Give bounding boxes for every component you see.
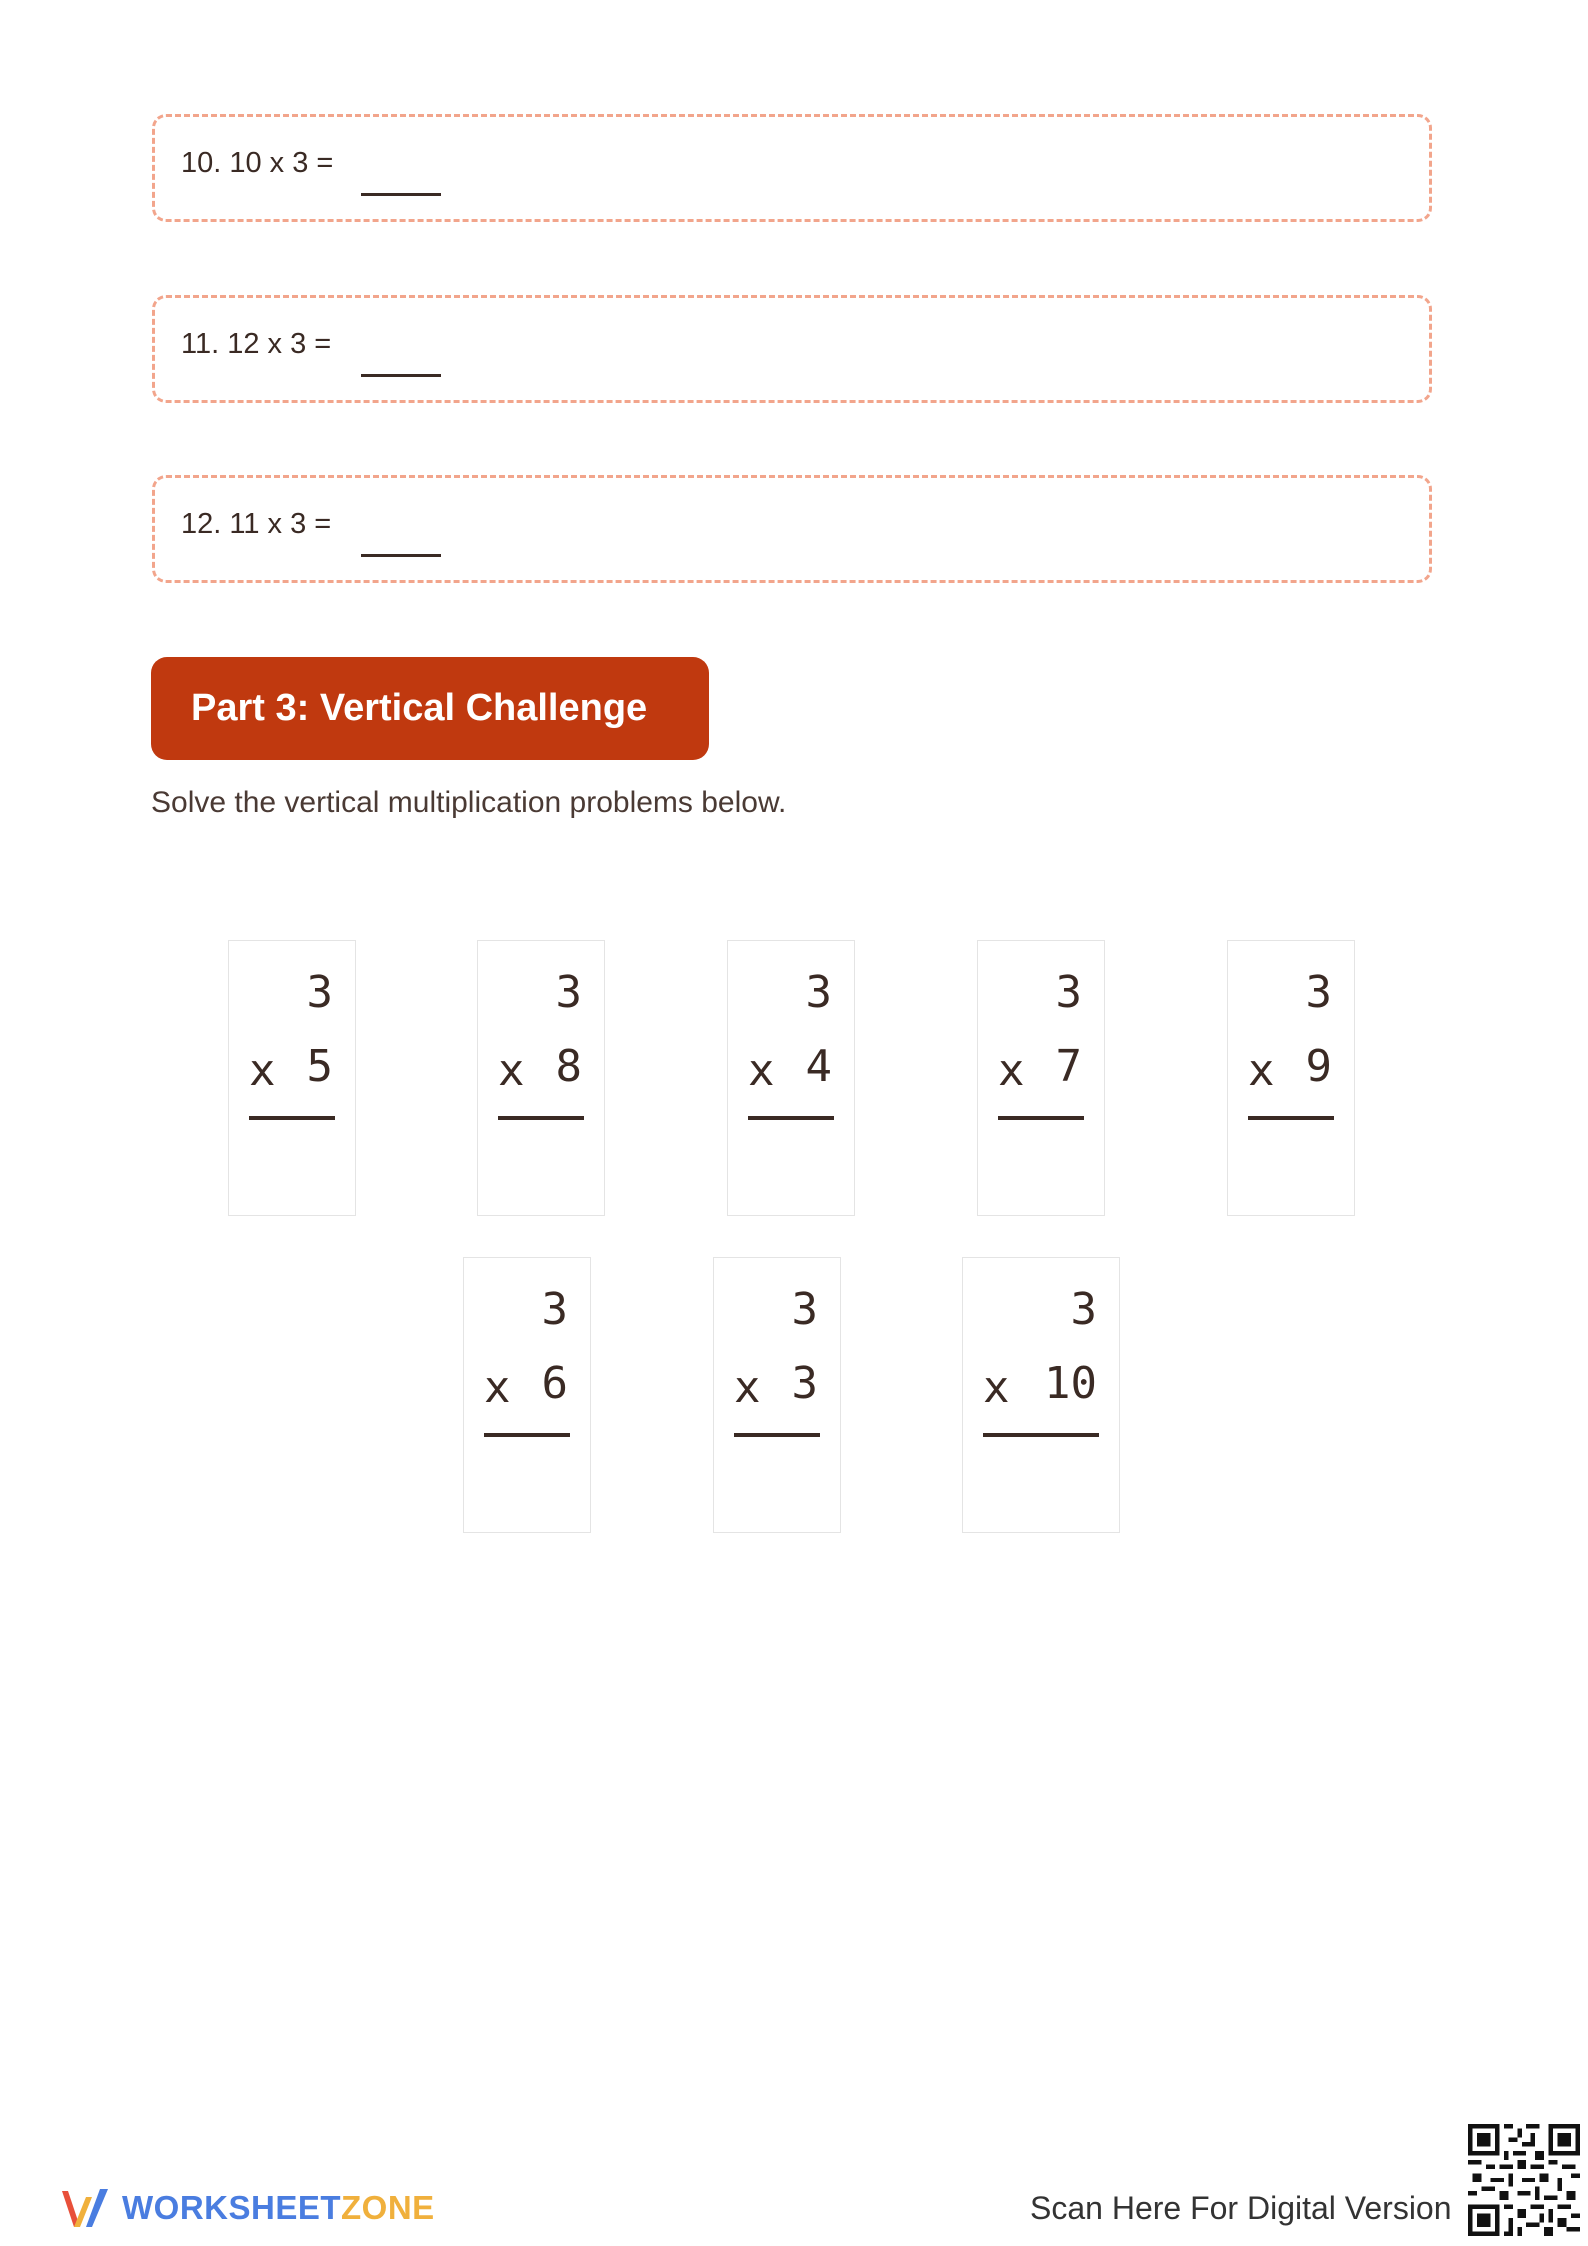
bottom-number: 9 [1305,1041,1332,1092]
vertical-problem-card [962,1257,1120,1533]
top-number: 3 [541,1284,568,1335]
section-header: Part 3: Vertical Challenge [151,657,709,760]
answer-rule [748,1116,834,1120]
top-number: 3 [555,967,582,1018]
answer-blank[interactable] [361,374,441,377]
bottom-number: 3 [791,1358,818,1409]
bottom-number: 5 [306,1041,333,1092]
top-number: 3 [1070,1284,1097,1335]
scan-text: Scan Here For Digital Version [1030,2190,1452,2226]
times-sign: x [249,1045,276,1096]
problem-text: 11. 12 x 3 = [181,328,332,360]
times-sign: x [983,1362,1010,1413]
vertical-problem-card [713,1257,841,1533]
problem-box-11 [152,295,1432,403]
answer-rule [249,1116,335,1120]
problem-text: 10. 10 x 3 = [181,147,334,179]
vertical-problem-card [228,940,356,1216]
worksheetzone-logo-icon [58,2181,112,2235]
vertical-problem-card [977,940,1105,1216]
answer-rule [498,1116,584,1120]
vertical-problem-card [1227,940,1355,1216]
bottom-number: 4 [805,1041,832,1092]
bottom-number: 7 [1055,1041,1082,1092]
vertical-problem-card [477,940,605,1216]
brand-part1: WORKSHEET [122,2189,341,2226]
bottom-number: 6 [541,1358,568,1409]
qr-code-icon[interactable] [1468,2124,1580,2236]
top-number: 3 [1055,967,1082,1018]
times-sign: x [1248,1045,1275,1096]
times-sign: x [498,1045,525,1096]
brand-name [122,2189,435,2227]
brand-part2: ZONE [341,2189,435,2226]
top-number: 3 [306,967,333,1018]
answer-rule [484,1433,570,1437]
answer-rule [1248,1116,1334,1120]
top-number: 3 [791,1284,818,1335]
answer-rule [983,1433,1099,1437]
instructions: Solve the vertical multiplication problems below. [151,786,787,819]
times-sign: x [748,1045,775,1096]
bottom-number: 10 [1044,1358,1097,1409]
problem-box-12 [152,475,1432,583]
times-sign: x [998,1045,1025,1096]
answer-rule [734,1433,820,1437]
top-number: 3 [1305,967,1332,1018]
times-sign: x [484,1362,511,1413]
answer-rule [998,1116,1084,1120]
vertical-problem-card [727,940,855,1216]
top-number: 3 [805,967,832,1018]
worksheetzone-logo[interactable] [58,2180,435,2236]
vertical-problem-card [463,1257,591,1533]
problem-box-10 [152,114,1432,222]
times-sign: x [734,1362,761,1413]
bottom-number: 8 [555,1041,582,1092]
answer-blank[interactable] [361,554,441,557]
answer-blank[interactable] [361,193,441,196]
problem-text: 12. 11 x 3 = [181,508,332,540]
